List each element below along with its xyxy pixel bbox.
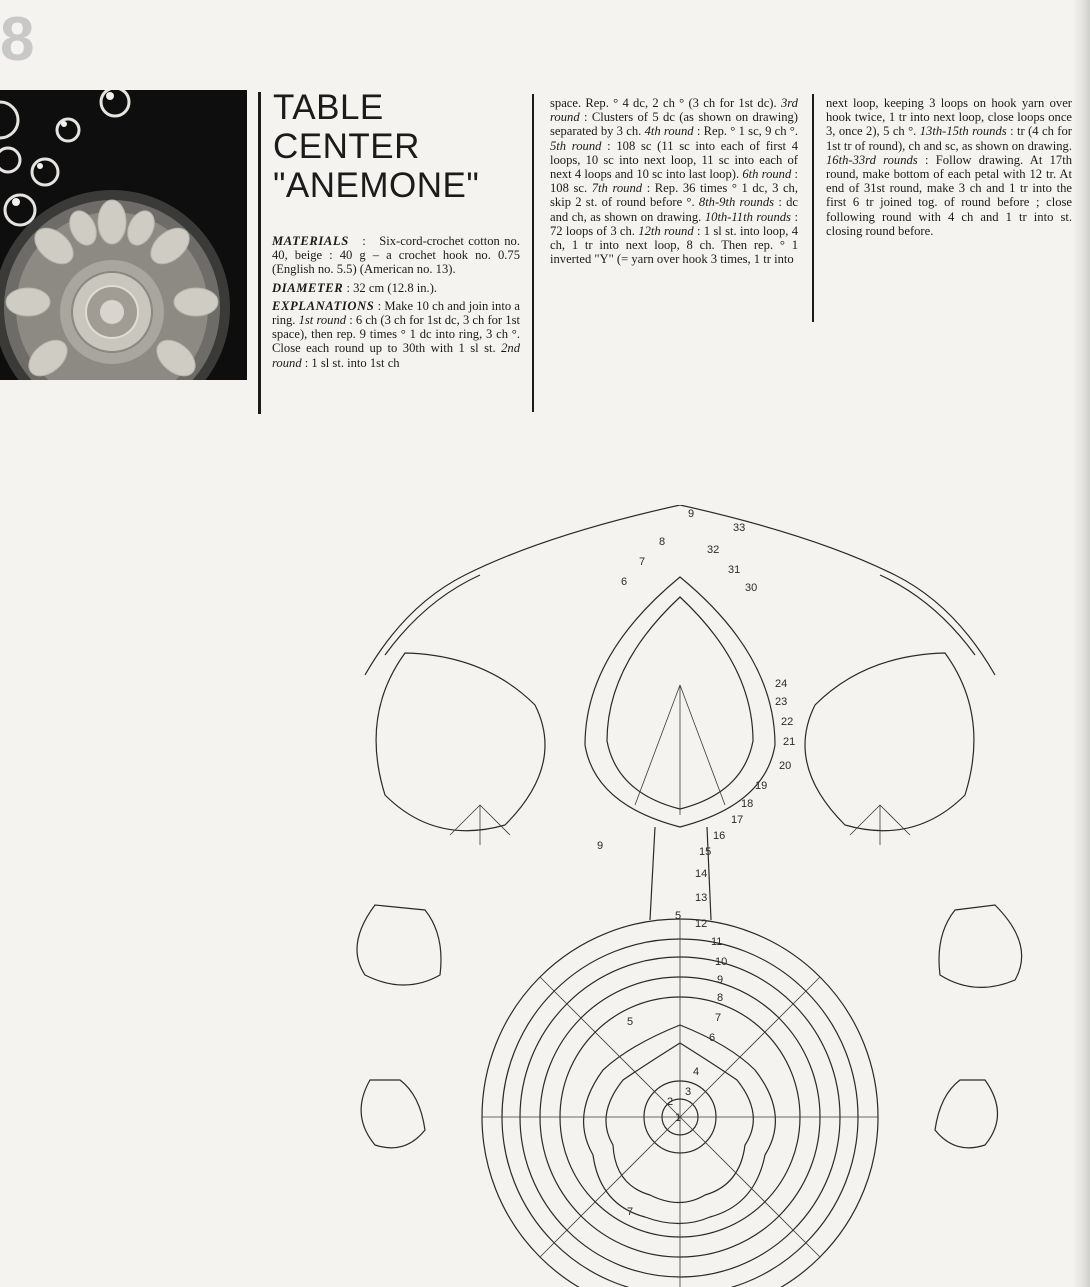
diagram-label: 13 <box>695 892 708 904</box>
diagram-label: 5 <box>675 910 682 922</box>
materials-label: MATERIALS <box>272 234 349 248</box>
diameter-text: : 32 cm (12.8 in.). <box>346 280 438 295</box>
diagram-label: 19 <box>755 780 768 792</box>
crochet-chart-svg <box>345 505 1065 1287</box>
explanations-text-a: Make 10 ch and join into a ring. <box>272 298 520 328</box>
doily-photo <box>0 90 247 380</box>
page-title <box>273 88 528 205</box>
page-number: 8 <box>0 5 31 74</box>
diagram-label: 30 <box>745 582 758 594</box>
diagram-label: 22 <box>781 716 794 728</box>
doily-photo-image <box>0 90 247 380</box>
diagram-label: 18 <box>741 798 754 810</box>
column-rule-2 <box>812 94 814 322</box>
diagram-label: 20 <box>779 760 792 772</box>
round-6-label: 6th round <box>742 167 792 182</box>
diagram-label: 10 <box>715 956 728 968</box>
diameter-label: DIAMETER <box>272 280 344 295</box>
diagram-label: 2 <box>667 1096 674 1108</box>
round-10-11-label: 10th-11th rounds <box>704 209 791 224</box>
diagram-label: 31 <box>728 564 741 576</box>
materials-sep: : <box>362 234 366 248</box>
round-3-label: 3rd round <box>550 96 798 125</box>
col3-text-2: : tr (4 ch for 1st tr of round), ch and sc, as shown on drawing. <box>826 124 1072 153</box>
diagram-label: 15 <box>699 846 712 858</box>
diagram-label: 17 <box>731 814 744 826</box>
col2-text-3: : Rep. ° 1 sc, 9 ch °. <box>696 124 798 139</box>
explanations-paragraph <box>272 299 520 370</box>
materials-text: Six-cord-crochet cotton no. 40, beige : 40 g – a crochet hook no. 0.75 (English no. 5.5) (American no. 13). <box>272 234 521 277</box>
round-16-33-label: 16th-33rd rounds <box>826 152 918 167</box>
column-3-text <box>826 96 1072 238</box>
round-8-9-label: 8th-9th rounds <box>698 195 775 210</box>
explanations-label: EXPLANATIONS <box>272 298 375 313</box>
diagram-label: 21 <box>783 736 796 748</box>
col3-text-3: : Follow drawing. At 17th round, make bottom of each petal with 12 tr. At end of 31st round, make 3 ch and 1 tr into the first 6 tr joined tog. of round before ; close following round with 4 ch and 1 tr into st. closing round before. <box>826 152 1072 238</box>
col2-text-1: space. Rep. ° 4 dc, 2 ch ° (3 ch for 1st dc). <box>550 96 777 110</box>
instructions-column-3 <box>826 96 1072 242</box>
explanations-text-c: : 1 sl st. into 1st ch <box>304 355 400 370</box>
diagram-label: 6 <box>621 576 628 588</box>
diagram-label: 24 <box>775 678 788 690</box>
explanations-text-b: : 6 ch (3 ch for 1st dc, 3 ch for 1st space), then rep. 9 times ° 1 dc into ring, 3 ch °. Close each round up to 30th with 1 sl st. <box>272 313 520 356</box>
explanations-sep: : <box>377 298 382 313</box>
diagram-label: 8 <box>659 536 666 548</box>
round-1-label: 1st round <box>298 313 347 328</box>
diagram-label: 6 <box>709 1032 716 1044</box>
column-rule-1 <box>532 94 534 412</box>
col2-text-7: : dc and ch, as shown on drawing. <box>550 195 798 224</box>
diameter-paragraph <box>272 281 520 295</box>
col2-text-5: : 108 sc. <box>550 167 798 196</box>
col2-text-6: : Rep. 36 times ° 1 dc, 3 ch, skip 2 st. of round before °. <box>550 181 799 210</box>
diagram-label: 12 <box>695 918 708 930</box>
col2-text-2: : Clusters of 5 dc (as shown on drawing) separated by 3 ch. <box>550 110 798 139</box>
diagram-label: 7 <box>715 1012 722 1024</box>
diagram-label: 9 <box>597 840 604 852</box>
page-edge-shadow <box>1072 0 1090 1287</box>
diagram-label: 7 <box>627 1206 634 1218</box>
diagram-label: 16 <box>713 830 726 842</box>
crochet-chart-diagram <box>345 505 1065 1287</box>
diagram-label: 3 <box>685 1086 692 1098</box>
title-line-3: "ANEMONE" <box>273 166 480 205</box>
instructions-column-1 <box>272 234 520 374</box>
diagram-label: 9 <box>688 508 695 520</box>
diagram-label: 8 <box>717 992 724 1004</box>
col3-text-1: next loop, keeping 3 loops on hook yarn over hook twice, 1 tr into next loop, close loops once 3, once 2), 5 ch °. <box>826 96 1072 139</box>
title-line-2: CENTER <box>273 127 420 166</box>
diagram-label: 5 <box>627 1016 634 1028</box>
col2-text-8: : 72 loops of 3 ch. <box>550 209 798 238</box>
col2-text-9: : 1 sl st. into loop, 4 ch, 1 tr into next loop, 8 ch. Then rep. ° 1 inverted "Y" (= yarn over hook 3 times, 1 tr into <box>550 223 799 267</box>
round-12-label: 12th round <box>638 223 694 238</box>
materials-paragraph <box>272 234 520 277</box>
round-7-label: 7th round <box>591 181 643 196</box>
round-4-label: 4th round <box>644 124 694 139</box>
diagram-label: 23 <box>775 696 788 708</box>
diagram-label: 33 <box>733 522 746 534</box>
instructions-column-2 <box>550 96 798 270</box>
diagram-label: 14 <box>695 868 708 880</box>
title-rule <box>258 92 261 414</box>
column-2-text <box>550 96 798 266</box>
round-13-15-label: 13th-15th rounds <box>919 124 1007 139</box>
diagram-label: 7 <box>639 556 646 568</box>
round-2-label: 2nd round <box>272 341 520 370</box>
col2-text-4: : 108 sc (11 sc into each of first 4 loops, 10 sc into next loop, 11 sc into each of next 4 loops and 10 sc into last loop). <box>550 138 798 182</box>
diagram-label: 1 <box>675 1112 682 1124</box>
diagram-label: 4 <box>693 1066 700 1078</box>
round-5-label: 5th round <box>550 138 602 153</box>
title-line-1: TABLE <box>273 88 384 127</box>
diagram-label: 11 <box>711 936 723 948</box>
diagram-label: 32 <box>707 544 720 556</box>
diagram-label: 9 <box>717 974 724 986</box>
